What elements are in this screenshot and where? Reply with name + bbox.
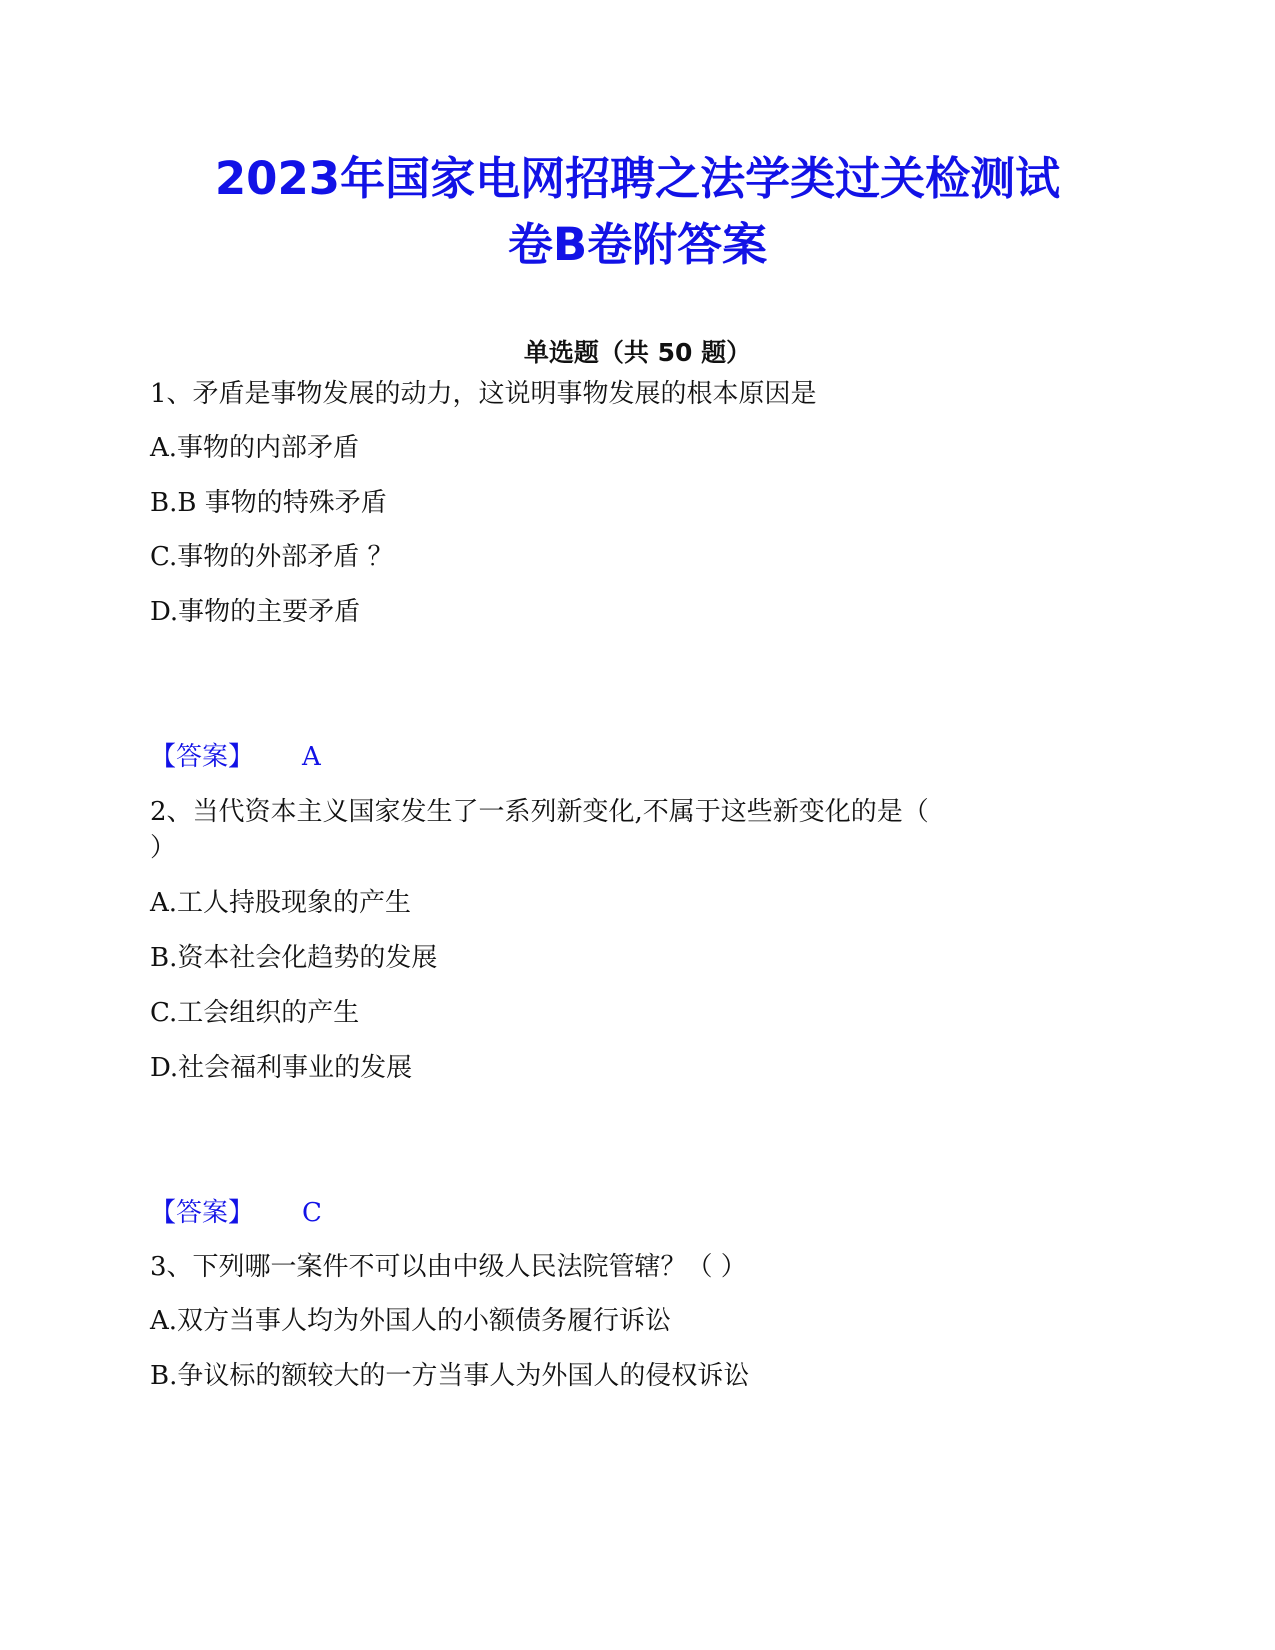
question-2-option-d: D.社会福利事业的发展 bbox=[150, 1053, 413, 1083]
page-title-line-2: 卷B卷附答案 bbox=[507, 218, 768, 271]
question-2-option-c: C.工会组织的产生 bbox=[150, 998, 360, 1028]
question-1-option-c: C.事物的外部矛盾 ？ bbox=[150, 542, 394, 572]
question-3-option-a: A.双方当事人均为外国人的小额债务履行诉讼 bbox=[150, 1306, 672, 1336]
question-2-stem: 2、当代资本主义国家发生了一系列新变化,不属于这些新变化的是（ bbox=[150, 797, 929, 827]
question-2-stem-continued: ） bbox=[150, 833, 177, 863]
answer-label: 【答案】 bbox=[150, 742, 255, 772]
question-1-option-a: A.事物的内部矛盾 bbox=[150, 433, 360, 463]
question-3-option-b: B.争议标的额较大的一方当事人为外国人的侵权诉讼 bbox=[150, 1361, 750, 1391]
question-2-answer bbox=[150, 1195, 322, 1231]
section-heading: 单选题（共 50 题） bbox=[523, 338, 752, 367]
question-1-option-d: D.事物的主要矛盾 bbox=[150, 597, 361, 627]
answer-value: C bbox=[302, 1198, 322, 1228]
question-1-stem: 1、矛盾是事物发展的动力，这说明事物发展的根本原因是 bbox=[150, 379, 817, 409]
page-title-line-1: 2023年国家电网招聘之法学类过关检测试 bbox=[214, 152, 1061, 205]
answer-label: 【答案】 bbox=[150, 1198, 255, 1228]
question-2-option-b: B.资本社会化趋势的发展 bbox=[150, 943, 438, 973]
question-1-option-b: B.B 事物的特殊矛盾 bbox=[150, 488, 387, 518]
question-3-stem: 3、下列哪一案件不可以由中级人民法院管辖？（ ） bbox=[150, 1252, 747, 1282]
question-1-answer bbox=[150, 739, 321, 775]
answer-value: A bbox=[302, 742, 321, 772]
question-2-option-a: A.工人持股现象的产生 bbox=[150, 888, 412, 918]
page-title bbox=[0, 146, 1275, 278]
